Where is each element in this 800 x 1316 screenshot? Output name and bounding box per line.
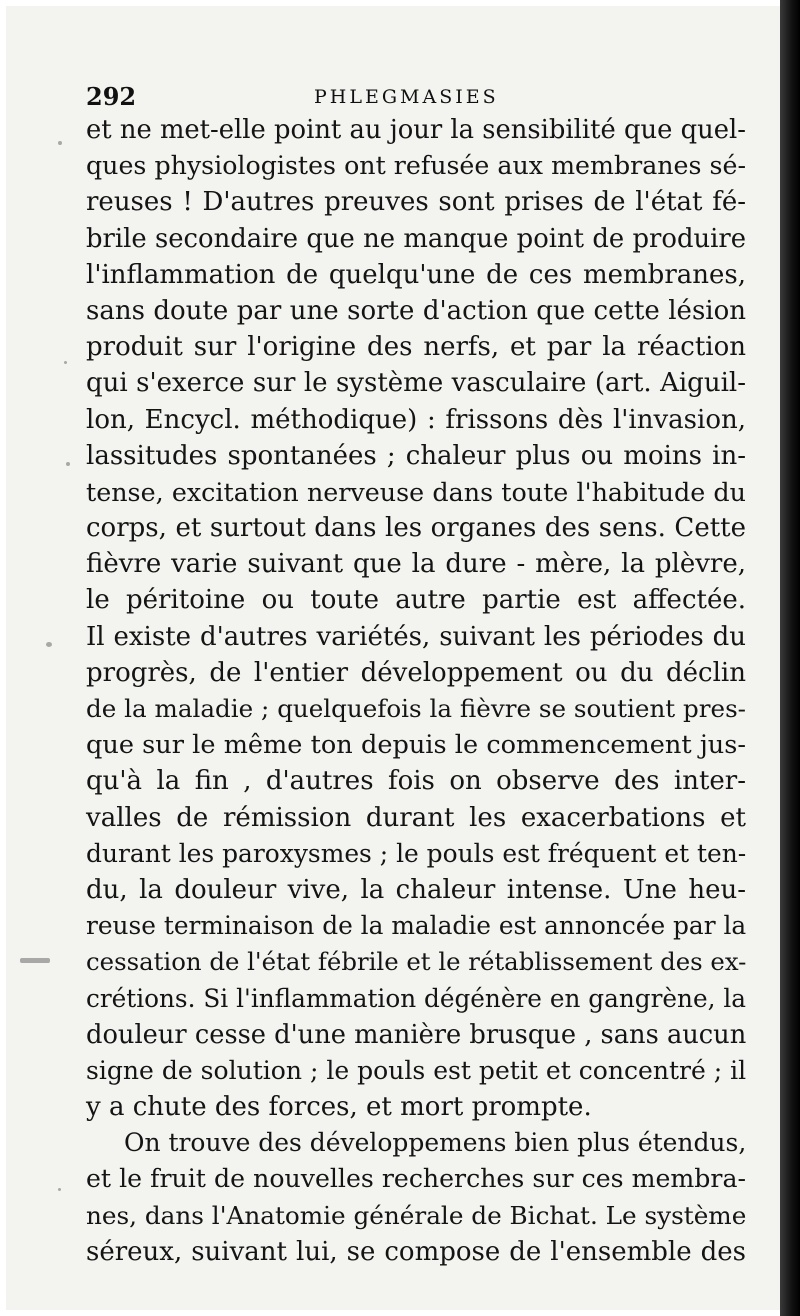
- book-spine: [780, 0, 800, 1316]
- page-number: 292: [86, 82, 137, 111]
- text-line: signe de solution ; le pouls est petit et concentré ; il: [86, 1055, 747, 1085]
- text-line: ques physiologistes ont refusée aux membranes sé-: [86, 151, 746, 181]
- page-header: [86, 82, 746, 112]
- text-line: sans doute par une sorte d'action que cette lésion: [86, 295, 746, 326]
- book-page: [6, 6, 782, 1310]
- paper-speck: [46, 642, 52, 647]
- paper-speck: [64, 361, 67, 364]
- text-line: On trouve des développemens bien plus étendus,: [124, 1128, 747, 1158]
- text-line: que sur le même ton depuis le commencement jus-: [86, 730, 746, 761]
- paper-speck: [20, 958, 50, 963]
- text-line: durant les paroxysmes ; le pouls est fréquent et ten-: [86, 838, 747, 868]
- text-line: qu'à la fin , d'autres fois on observe des inter-: [86, 766, 746, 797]
- text-line: douleur cesse d'une manière brusque , sans aucun: [86, 1019, 747, 1050]
- text-line: crétions. Si l'inflammation dégénère en gangrène, la: [86, 983, 746, 1013]
- text-line: cessation de l'état fébrile et le rétablissement des ex-: [86, 947, 747, 977]
- text-line: de la maladie ; quelquefois la fièvre se soutient pres-: [86, 694, 746, 723]
- text-line: tense, excitation nerveuse dans toute l'habitude du: [86, 476, 746, 507]
- text-line: Il existe d'autres variétés, suivant les périodes du: [86, 621, 746, 652]
- text-line: fièvre varie suivant que la dure - mère, la plèvre,: [86, 549, 746, 580]
- text-line: qui s'exerce sur le système vasculaire (art. Aiguil-: [86, 368, 746, 399]
- text-line: nes, dans l'Anatomie générale de Bichat. Le système: [86, 1200, 747, 1230]
- text-line: reuse terminaison de la maladie est annoncée par la: [86, 911, 747, 941]
- text-line: et ne met-elle point au jour la sensibilité que quel-: [86, 115, 746, 145]
- body-text: [86, 112, 746, 1270]
- text-line: brile secondaire que ne manque point de produire: [86, 223, 746, 254]
- text-line: valles de rémission durant les exacerbations et: [86, 802, 746, 833]
- text-line: corps, et surtout dans les organes des sens. Cette: [86, 513, 746, 544]
- text-line: lon, Encycl. méthodique) : frissons dès l'invasion,: [86, 404, 746, 435]
- text-line: et le fruit de nouvelles recherches sur ces membra-: [86, 1164, 746, 1194]
- paper-speck: [66, 462, 70, 466]
- running-head: PHLEGMASIES: [314, 86, 499, 108]
- text-line: lassitudes spontanées ; chaleur plus ou moins in-: [86, 440, 746, 471]
- text-line: y a chute des forces, et mort prompte.: [86, 1092, 592, 1123]
- text-line: produit sur l'origine des nerfs, et par la réaction: [86, 332, 746, 363]
- text-line: reuses ! D'autres preuves sont prises de l'état fé-: [86, 187, 746, 218]
- text-line: progrès, de l'entier développement ou du déclin: [86, 657, 746, 688]
- text-line: du, la douleur vive, la chaleur intense. Une heu-: [86, 874, 746, 905]
- paper-speck: [58, 1188, 61, 1191]
- text-line: le péritoine ou toute autre partie est affectée.: [86, 585, 746, 616]
- text-line: l'inflammation de quelqu'une de ces membranes,: [86, 259, 746, 290]
- paper-speck: [58, 141, 62, 145]
- text-line: séreux, suivant lui, se compose de l'ensemble des: [86, 1236, 746, 1267]
